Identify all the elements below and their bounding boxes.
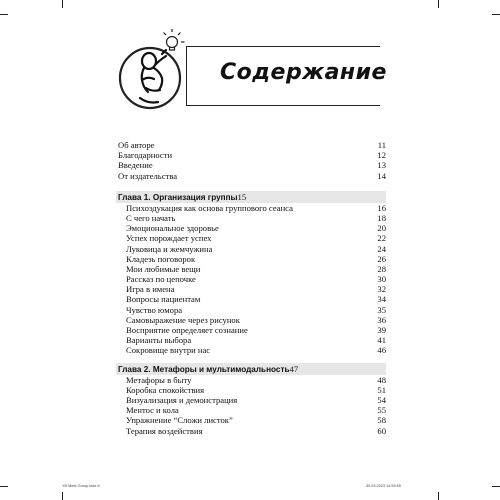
chapter-block <box>118 191 386 363</box>
toc-entry <box>118 160 386 170</box>
toc-entry-page: 46 <box>377 345 386 356</box>
toc-entry-page: 18 <box>377 212 386 223</box>
toc-entry-page: 32 <box>377 284 386 295</box>
toc-entry <box>118 294 386 304</box>
toc-entry <box>118 213 386 223</box>
chapter-heading <box>116 363 386 375</box>
toc-entry <box>118 305 386 315</box>
toc-entry <box>118 203 386 213</box>
toc-entry <box>118 426 386 436</box>
toc-entry-title: Восприятие определяет сознание <box>126 325 248 335</box>
toc-entry-title: Терапия воздействия <box>126 425 203 436</box>
toc-entry <box>118 385 386 395</box>
toc-entry-title: Психоэдукация как основа группового сеанса <box>126 202 293 213</box>
toc-entry-page: 54 <box>377 394 386 405</box>
crop-mark <box>438 492 439 500</box>
toc-entry <box>118 244 386 254</box>
toc-entry <box>118 233 386 243</box>
chapters-list <box>118 191 386 436</box>
toc-entry-title: Метафоры в быту <box>126 374 192 385</box>
crop-mark <box>492 486 500 487</box>
toc-entry-page: 48 <box>377 374 386 385</box>
toc-entry <box>118 405 386 415</box>
toc-entry <box>118 375 386 385</box>
toc-entry-page: 55 <box>377 405 386 416</box>
toc-entry <box>118 264 386 274</box>
crop-mark <box>0 14 8 15</box>
toc-entry-title: Луковица и жемчужина <box>126 243 213 254</box>
toc-entry-title: Мои любимые вещи <box>126 263 201 274</box>
table-of-contents <box>118 140 386 436</box>
toc-entry-title: Визуализация и демонстрация <box>126 394 238 405</box>
toc-entry <box>118 284 386 294</box>
toc-entry-page: 60 <box>377 425 386 436</box>
toc-entry-title: Кладезь поговорок <box>126 253 196 264</box>
toc-entry-page: 28 <box>377 263 386 274</box>
toc-entry-page: 35 <box>377 304 386 315</box>
toc-entry-page: 47 <box>289 363 299 374</box>
crop-mark <box>62 492 63 500</box>
footer-timestamp: 30.03.2023 14:59:55 <box>366 484 401 488</box>
thinker-lightbulb-icon <box>116 28 188 118</box>
toc-entry-title: Игра в имена <box>126 284 175 295</box>
toc-entry <box>118 335 386 345</box>
toc-entry-title: От издательства <box>118 170 178 181</box>
chapter-heading <box>116 191 386 203</box>
toc-entry-title: Введение <box>118 160 153 171</box>
toc-entry-title: Глава 2. Метафоры и мультимодальность <box>118 364 290 374</box>
toc-entry-page: 16 <box>377 202 386 213</box>
toc-entry <box>118 315 386 325</box>
toc-entry <box>118 140 386 150</box>
toc-entry-page: 15 <box>237 191 247 202</box>
toc-entry-page: 58 <box>377 415 386 426</box>
crop-mark <box>438 0 439 8</box>
toc-entry-page: 51 <box>377 384 386 395</box>
toc-entry-page: 13 <box>377 160 386 171</box>
toc-entry <box>118 274 386 284</box>
toc-entry <box>118 395 386 405</box>
toc-entry <box>118 325 386 335</box>
toc-entry-title: Варианты выбора <box>126 335 192 346</box>
page-title: Содержание <box>220 60 387 85</box>
toc-entry-page: 26 <box>377 253 386 264</box>
toc-entry-page: 22 <box>377 233 386 244</box>
toc-entry-title: Успех порождает успех <box>126 233 212 244</box>
toc-entry-title: Чувство юмора <box>126 304 183 315</box>
crop-mark <box>62 0 63 8</box>
toc-entry-title: Вопросы пациентам <box>126 294 201 305</box>
toc-entry-page: 30 <box>377 274 386 285</box>
toc-entry-page: 24 <box>377 243 386 254</box>
toc-entry <box>118 254 386 264</box>
front-matter-list <box>118 140 386 181</box>
toc-entry-title: Благодарности <box>118 150 173 161</box>
toc-entry <box>118 223 386 233</box>
toc-entry-page: 39 <box>377 325 386 335</box>
toc-entry <box>118 415 386 425</box>
toc-entry-title: Об авторе <box>118 140 155 150</box>
toc-entry-title: Коробка спокойствия <box>126 384 205 395</box>
toc-entry-page: 11 <box>377 140 386 150</box>
toc-entry-title: С чего начать <box>126 212 176 223</box>
crop-mark <box>492 14 500 15</box>
toc-entry-title: Эмоциональное здоровье <box>126 223 219 234</box>
toc-entry-page: 41 <box>377 335 386 346</box>
toc-entry-title: Сокровище внутри нас <box>126 345 211 356</box>
toc-entry-title: Ментос и кола <box>126 405 179 416</box>
toc-entry <box>118 345 386 355</box>
toc-entry-page: 34 <box>377 294 386 305</box>
toc-entry-title: Рассказ по цепочке <box>126 274 196 285</box>
toc-entry-page: 20 <box>377 223 386 234</box>
toc-entry-title: Самовыражение через рисунок <box>126 314 240 325</box>
toc-entry <box>118 150 386 160</box>
crop-mark <box>0 486 8 487</box>
chapter-block <box>118 363 386 436</box>
toc-entry-page: 36 <box>377 314 386 325</box>
toc-entry <box>118 171 386 181</box>
footer-file-slug: YB Meet Group.indd 6 <box>62 484 100 488</box>
toc-entry-page: 12 <box>377 150 386 161</box>
toc-entry-page: 14 <box>377 170 386 181</box>
toc-entry-title: Глава 1. Организация группы <box>118 192 238 202</box>
toc-entry-title: Упражнение “Сложи листок” <box>126 415 233 426</box>
